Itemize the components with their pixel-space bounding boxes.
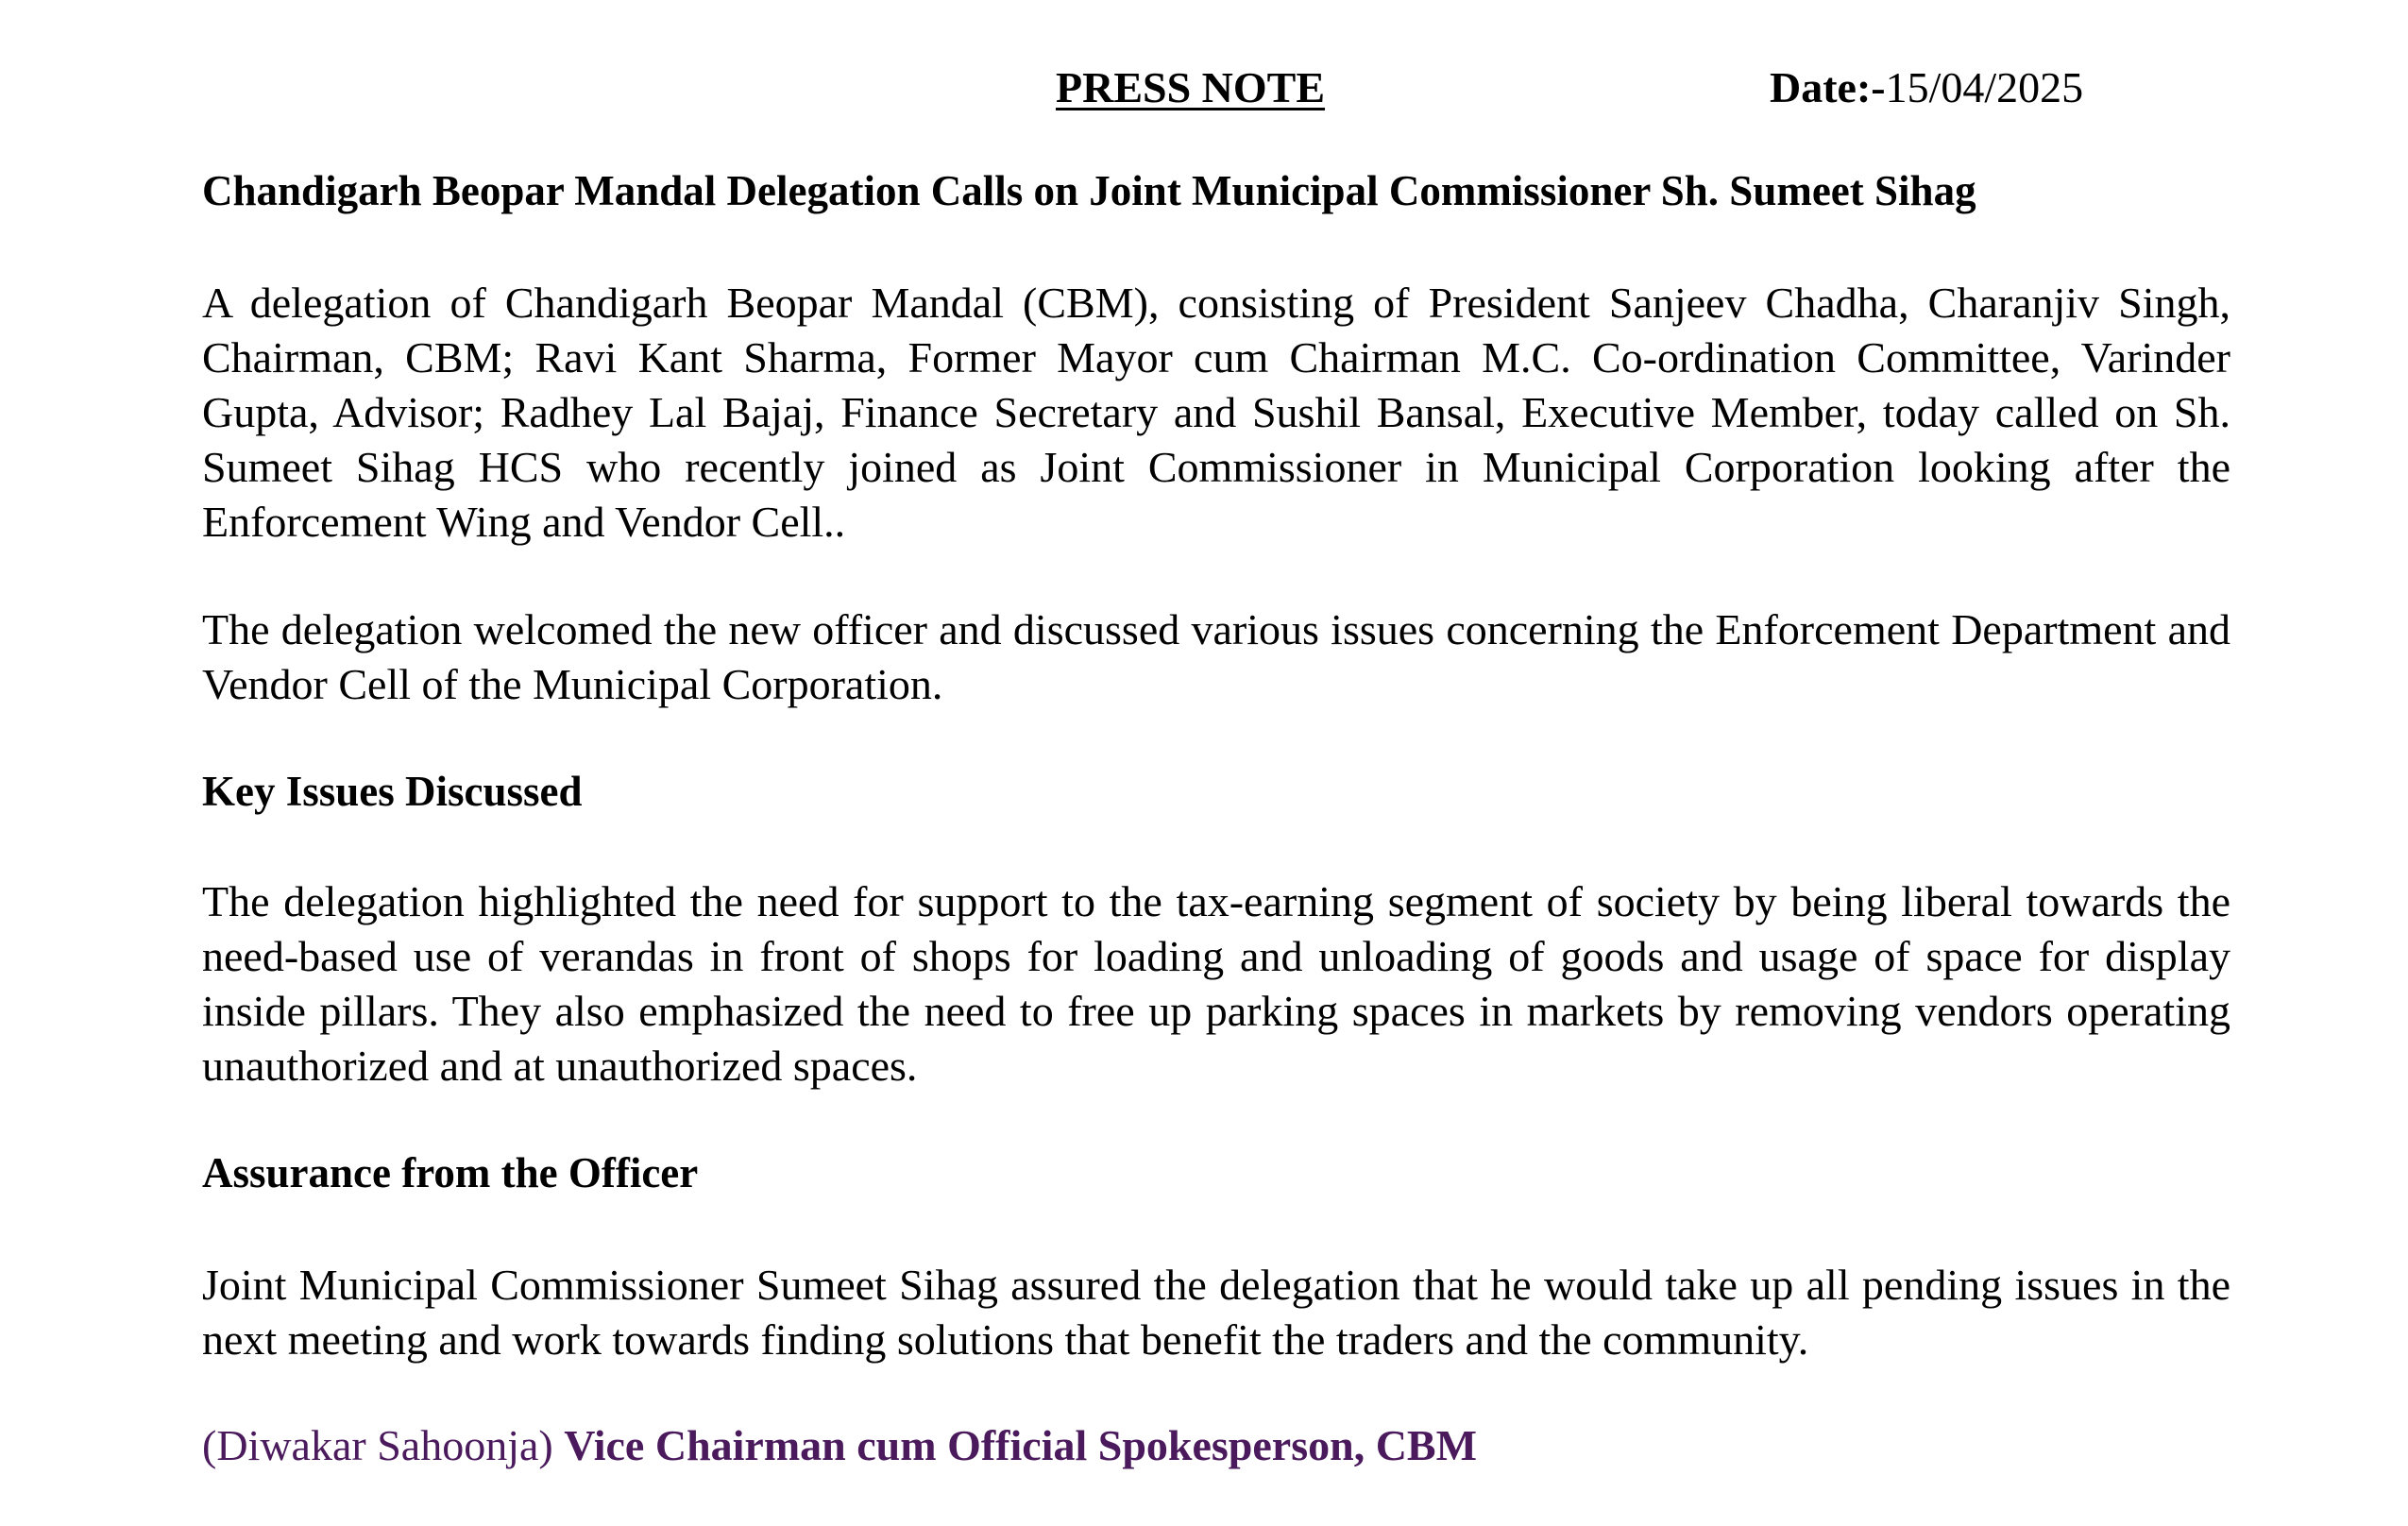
welcome-paragraph: The delegation welcomed the new officer and discussed various issues concerning the Enforcement Department and Vendor Cell of the Municipal Corporation. [202,605,2230,708]
signature-name: (Diwakar Sahoonja) [202,1421,553,1469]
signature-line [202,1420,2230,1470]
date-value: 15/04/2025 [1885,63,2084,111]
assurance-heading: Assurance from the Officer [202,1149,699,1196]
press-note-title: PRESS NOTE [1056,63,1326,111]
intro-paragraph: A delegation of Chandigarh Beopar Mandal (CBM), consisting of President Sanjeev Chadha, Charanjiv Singh, Chairman, CBM; Ravi Kant Sharma, Former Mayor cum Chairman M.C. Co-ordination Committee, Varinder Gupta, Advisor; Radhey Lal Bajaj, Finance Secretary and Sushil Bansal, Executive Member, today called on Sh. Sumeet Sihag HCS who recently joined as Joint Commissioner in Municipal Corporation looking after the Enforcement Wing and Vendor Cell.. [202,279,2230,546]
press-note-date [1770,62,2083,112]
issues-paragraph: The delegation highlighted the need for support to the tax-earning segment of society by being liberal towards the need-based use of verandas in front of shops for loading and unloading of goods and usage of space for display inside pillars. They also emphasized the need to free up parking spaces in markets by removing vendors operating unauthorized and at unauthorized spaces. [202,877,2230,1090]
signature-title: Vice Chairman cum Official Spokesperson, CBM [564,1421,1478,1469]
headline: Chandigarh Beopar Mandal Delegation Calls on Joint Municipal Commissioner Sh. Sumeet Sihag [202,167,1976,214]
key-issues-heading: Key Issues Discussed [202,768,583,815]
date-label: Date:- [1770,63,1886,111]
assurance-paragraph: Joint Municipal Commissioner Sumeet Sihag assured the delegation that he would take up all pending issues in the next meeting and work towards finding solutions that benefit the traders and the community. [202,1261,2230,1364]
